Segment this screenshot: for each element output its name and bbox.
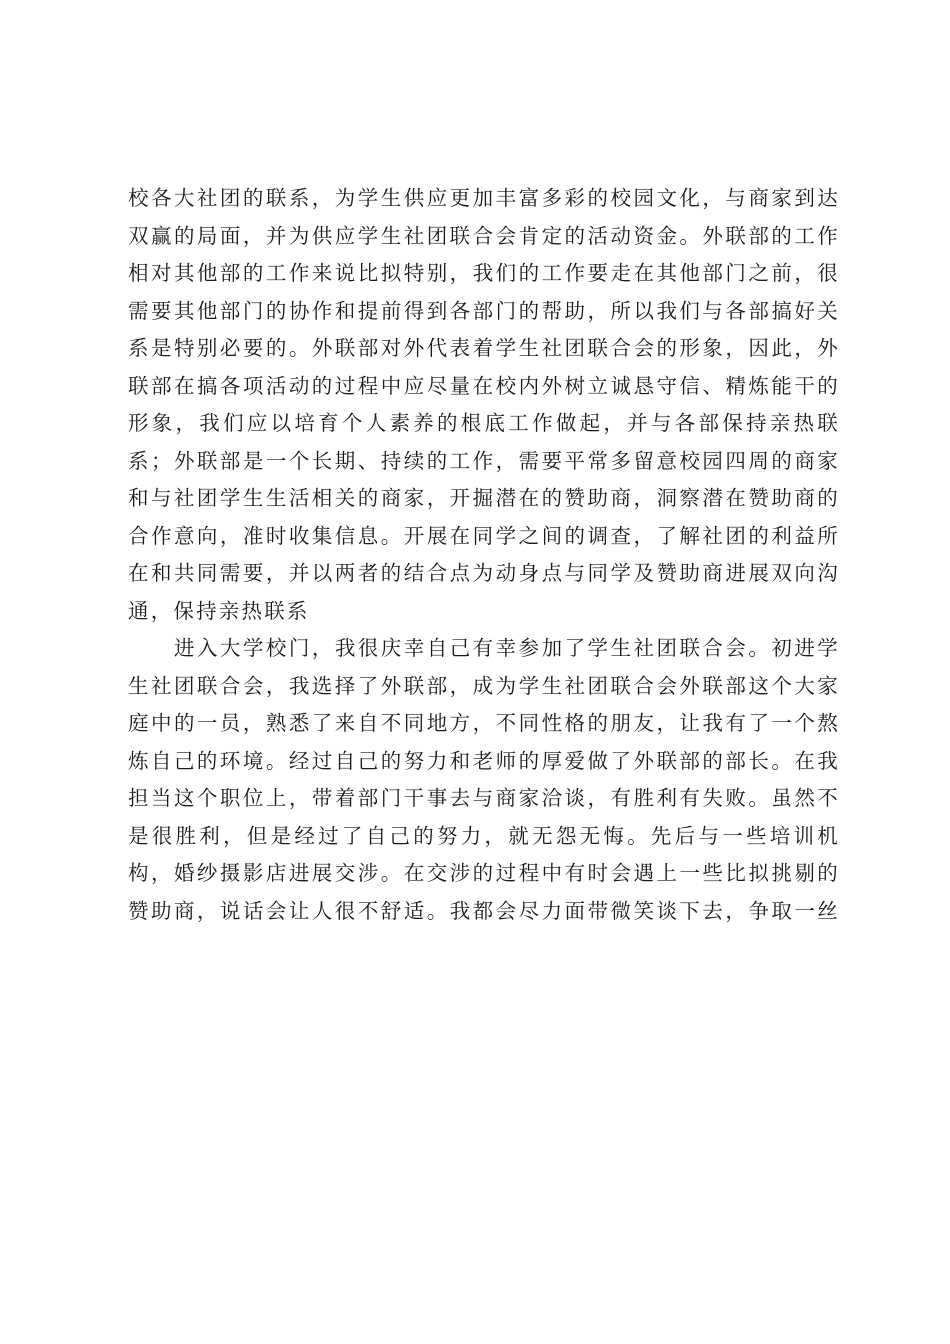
text-line: 是很胜利，但是经过了自己的努力，就无怨无悔。先后与一些培训机 [128, 823, 840, 848]
text-line: 通，保持亲热联系 [128, 598, 310, 623]
text-line: 校各大社团的联系，为学生供应更加丰富多彩的校园文化，与商家到达 [128, 186, 840, 210]
text-line: 构，婚纱摄影店进展交涉。在交涉的过程中有时会遇上一些比拟挑剔的 [128, 861, 840, 885]
text-line: 需要其他部门的协作和提前得到各部门的帮助，所以我们与各部搞好关 [128, 298, 840, 323]
text-line: 联部在搞各项活动的过程中应尽量在校内外树立诚恳守信、精炼能干的 [128, 373, 840, 398]
text-line: 形象，我们应以培育个人素养的根底工作做起，并与各部保持亲热联 [128, 411, 840, 435]
text-line: 赞助商，说话会让人很不舒适。我都会尽力面带微笑谈下去，争取一丝 [128, 898, 840, 923]
text-line: 系是特别必要的。外联部对外代表着学生社团联合会的形象，因此，外 [128, 336, 840, 360]
text-line: 系；外联部是一个长期、持续的工作，需要平常多留意校园四周的商家 [128, 448, 840, 473]
text-line: 庭中的一员，熟悉了来自不同地方，不同性格的朋友，让我有了一个熬 [128, 711, 840, 735]
text-line: 在和共同需要，并以两者的结合点为动身点与同学及赞助商进展双向沟 [128, 561, 840, 585]
text-line: 炼自己的环境。经过自己的努力和老师的厚爱做了外联部的部长。在我 [128, 748, 840, 773]
text-line: 进入大学校门，我很庆幸自己有幸参加了学生社团联合会。初进学 [174, 636, 840, 660]
text-line: 相对其他部的工作来说比拟特别，我们的工作要走在其他部门之前，很 [128, 261, 840, 285]
text-line: 双赢的局面，并为供应学生社团联合会肯定的活动资金。外联部的工作 [128, 223, 840, 248]
paragraph-2 [128, 630, 840, 930]
text-line: 合作意向，准时收集信息。开展在同学之间的调查，了解社团的利益所 [128, 523, 840, 548]
text-line: 和与社团学生生活相关的商家，开掘潜在的赞助商，洞察潜在赞助商的 [128, 486, 840, 510]
document-body [128, 180, 840, 930]
text-line: 担当这个职位上，带着部门干事去与商家洽谈，有胜利有失败。虽然不 [128, 786, 840, 810]
text-line: 生社团联合会，我选择了外联部，成为学生社团联合会外联部这个大家 [128, 673, 840, 698]
paragraph-1 [128, 180, 840, 630]
